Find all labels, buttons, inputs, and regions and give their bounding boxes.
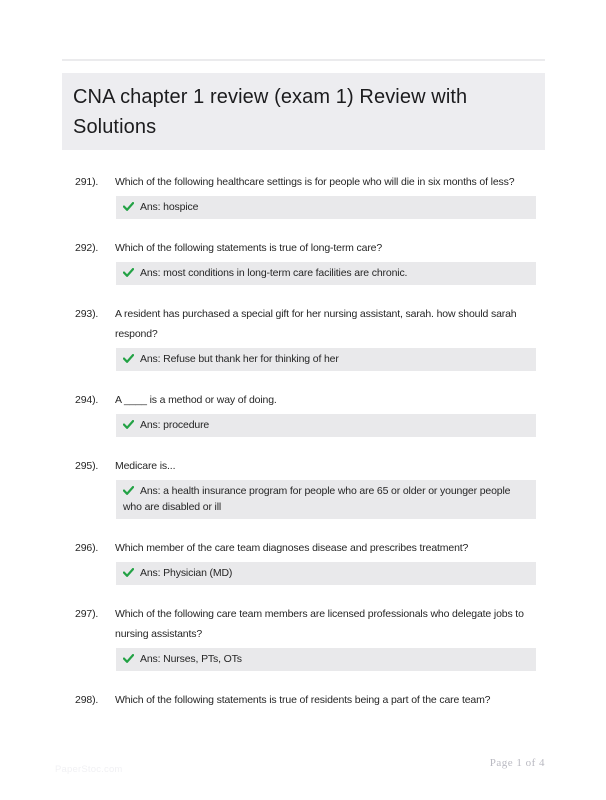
- question-row: [62, 690, 545, 710]
- title-banner: [62, 73, 545, 150]
- footer-watermark: PaperStoc.com: [55, 764, 123, 775]
- answer-text: Ans: hospice: [140, 201, 199, 213]
- question-row: [62, 172, 545, 192]
- page-content: [62, 59, 545, 729]
- question-block: [62, 538, 545, 585]
- question-row: [62, 390, 545, 410]
- answer-row: [116, 562, 536, 585]
- question-text: Which member of the care team diagnoses disease and prescribes treatment?: [115, 542, 469, 554]
- answer-text: Ans: most conditions in long-term care facilities are chronic.: [140, 267, 408, 279]
- check-icon: [123, 486, 134, 495]
- question-number: 295).: [75, 460, 99, 472]
- answer-box: [116, 262, 536, 285]
- question-row: [62, 304, 545, 344]
- answer-row: [116, 348, 536, 371]
- answer-row: [116, 414, 536, 437]
- answer-box: [116, 196, 536, 219]
- answer-box: [116, 348, 536, 371]
- question-text: Medicare is...: [115, 460, 176, 472]
- question-number: 293).: [75, 308, 99, 320]
- answer-text: Ans: Refuse but thank her for thinking of her: [140, 353, 339, 365]
- answer-text: Ans: procedure: [140, 419, 210, 431]
- question-row: [62, 238, 545, 258]
- question-text: Which of the following healthcare settings is for people who will die in six months of less?: [115, 176, 515, 188]
- answer-box: [116, 414, 536, 437]
- footer-page-number: Page 1 of 4: [489, 757, 545, 769]
- question-text: A ____ is a method or way of doing.: [115, 394, 277, 406]
- question-block: [62, 604, 545, 671]
- question-row: [62, 456, 545, 476]
- question-text: A resident has purchased a special gift for her nursing assistant, sarah. how should sarah respond?: [115, 308, 517, 340]
- page-title: CNA chapter 1 review (exam 1) Review with Solutions: [73, 86, 468, 138]
- question-text: Which of the following statements is true of residents being a part of the care team?: [115, 694, 491, 706]
- check-icon: [123, 202, 134, 211]
- question-number: 292).: [75, 242, 99, 254]
- check-icon: [123, 268, 134, 277]
- question-list: [62, 172, 545, 710]
- answer-text: Ans: Nurses, PTs, OTs: [140, 653, 242, 665]
- answer-row: [116, 648, 536, 671]
- answer-row: [116, 480, 536, 519]
- question-number: 298).: [75, 694, 99, 706]
- question-number: 297).: [75, 608, 99, 620]
- question-row: [62, 538, 545, 558]
- question-text: Which of the following care team members are licensed professionals who delegate jobs to nursing assistants?: [115, 608, 524, 640]
- question-block: [62, 690, 545, 710]
- top-divider: [62, 59, 545, 61]
- answer-box: [116, 562, 536, 585]
- check-icon: [123, 568, 134, 577]
- question-block: [62, 304, 545, 371]
- question-block: [62, 390, 545, 437]
- answer-box: [116, 480, 536, 519]
- check-icon: [123, 354, 134, 363]
- answer-row: [116, 196, 536, 219]
- question-text: Which of the following statements is true of long-term care?: [115, 242, 383, 254]
- question-number: 291).: [75, 176, 99, 188]
- question-row: [62, 604, 545, 644]
- answer-text: Ans: Physician (MD): [140, 567, 233, 579]
- answer-box: [116, 648, 536, 671]
- answer-row: [116, 262, 536, 285]
- question-number: 296).: [75, 542, 99, 554]
- check-icon: [123, 654, 134, 663]
- answer-text: Ans: a health insurance program for people who are 65 or older or younger people who are disabled or ill: [123, 485, 511, 513]
- check-icon: [123, 420, 134, 429]
- question-number: 294).: [75, 394, 99, 406]
- question-block: [62, 172, 545, 219]
- question-block: [62, 238, 545, 285]
- question-block: [62, 456, 545, 519]
